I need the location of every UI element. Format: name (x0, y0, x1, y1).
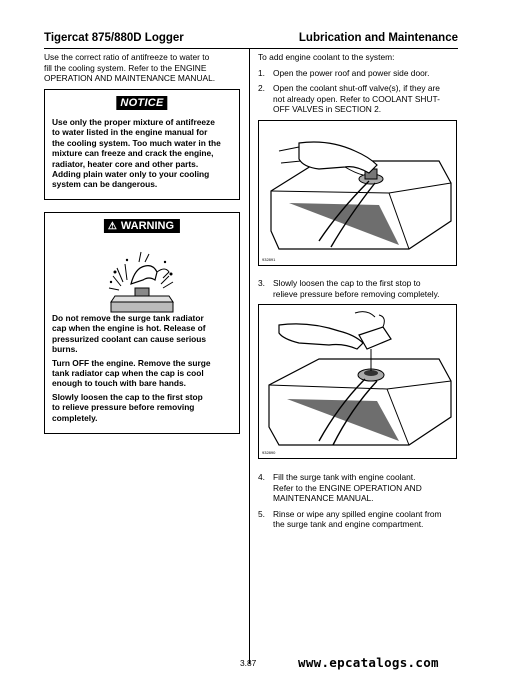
warning-paragraph (52, 358, 232, 389)
section-title: Lubrication and Maintenance (298, 32, 458, 44)
notice-line: system can be dangerous. (52, 179, 158, 190)
step-line: not already open. Refer to COOLANT SHUT- (273, 93, 440, 104)
step-line: relieve pressure before removing completely. (273, 288, 440, 299)
header-rule (44, 48, 458, 49)
step-number: 1. (258, 67, 265, 78)
step-3 (258, 278, 458, 299)
notice-line: the cooling system. Too much water in the (52, 137, 221, 148)
coolant-procedure (258, 52, 458, 115)
step-5 (258, 509, 458, 530)
warning-line: tank radiator cap when the cap is cool (52, 368, 204, 379)
valve-hand-illustration-icon (259, 121, 456, 265)
step-line: MAINTENANCE MANUAL. (273, 493, 374, 504)
warning-label (104, 219, 180, 233)
step-3-block (258, 278, 458, 299)
notice-label: NOTICE (116, 96, 167, 110)
warning-label-text: WARNING (120, 220, 175, 232)
step-number: 4. (258, 472, 265, 482)
warning-line: pressurized coolant can cause serious (52, 333, 207, 344)
warning-triangle-icon: ⚠ (107, 221, 117, 232)
page-number: 3.87 (240, 658, 257, 668)
warning-box (44, 212, 240, 434)
intro-line: fill the cooling system. Refer to the ENGINE (44, 62, 207, 73)
step-line: Open the power roof and power side door. (273, 67, 430, 78)
step-line: Rinse or wipe any spilled engine coolant from (273, 508, 442, 519)
warning-line: Do not remove the surge tank radiator (52, 313, 204, 323)
notice-line: Adding plain water only to your cooling (52, 169, 210, 180)
step-number: 2. (258, 83, 265, 94)
warning-paragraph (52, 313, 232, 355)
step-line: Open the coolant shut-off valve(s), if they are (273, 83, 440, 94)
step-line: Slowly loosen the cap to the first stop to (273, 278, 421, 288)
notice-line: Use only the proper mixture of antifreeze (52, 117, 215, 127)
burn-hazard-illustration-icon (105, 246, 179, 318)
step-line: OFF VALVES in SECTION 2. (273, 104, 382, 115)
warning-paragraph (52, 392, 232, 423)
notice-box (44, 89, 240, 200)
warning-text (52, 313, 232, 426)
figure-loosen-cap (258, 304, 457, 459)
column-separator (249, 49, 250, 664)
notice-line: mixture can freeze and crack the engine, (52, 148, 214, 159)
step-line: Fill the surge tank with engine coolant. (273, 472, 416, 482)
watermark-url: www.epcatalogs.com (298, 655, 439, 670)
step-line: Refer to the ENGINE OPERATION AND (273, 482, 422, 493)
steps-4-5 (258, 472, 458, 530)
warning-line: burns. (52, 344, 78, 355)
page-header (44, 32, 458, 46)
manual-title: Tigercat 875/880D Logger (44, 32, 184, 44)
warning-line: completely. (52, 412, 98, 423)
warning-line: to relieve pressure before removing (52, 402, 195, 413)
notice-line: radiator, heater core and other parts. (52, 158, 199, 169)
intro-line: Use the correct ratio of antifreeze to water to (44, 52, 210, 62)
step-4 (258, 472, 458, 504)
notice-line: to water listed in the engine manual for (52, 127, 208, 138)
warning-line: Turn OFF the engine. Remove the surge (52, 357, 211, 368)
step-number: 5. (258, 508, 265, 519)
step-2 (258, 83, 458, 115)
warning-line: enough to touch with bare hands. (52, 378, 186, 389)
figure-open-valve (258, 120, 457, 266)
step-number: 3. (258, 278, 265, 288)
intro-line: OPERATION AND MAINTENANCE MANUAL. (44, 73, 216, 84)
procedure-intro: To add engine coolant to the system: (258, 52, 395, 62)
figure-code: 932891 (262, 257, 276, 262)
figure-code: 932890 (262, 450, 276, 455)
warning-line: Slowly loosen the cap to the first stop (52, 391, 203, 402)
antifreeze-intro (44, 52, 240, 84)
warning-line: cap when the engine is hot. Release of (52, 323, 206, 334)
cap-pouring-illustration-icon (259, 305, 456, 458)
step-1 (258, 68, 458, 79)
step-line: the surge tank and engine compartment. (273, 519, 424, 530)
notice-text (52, 117, 232, 190)
